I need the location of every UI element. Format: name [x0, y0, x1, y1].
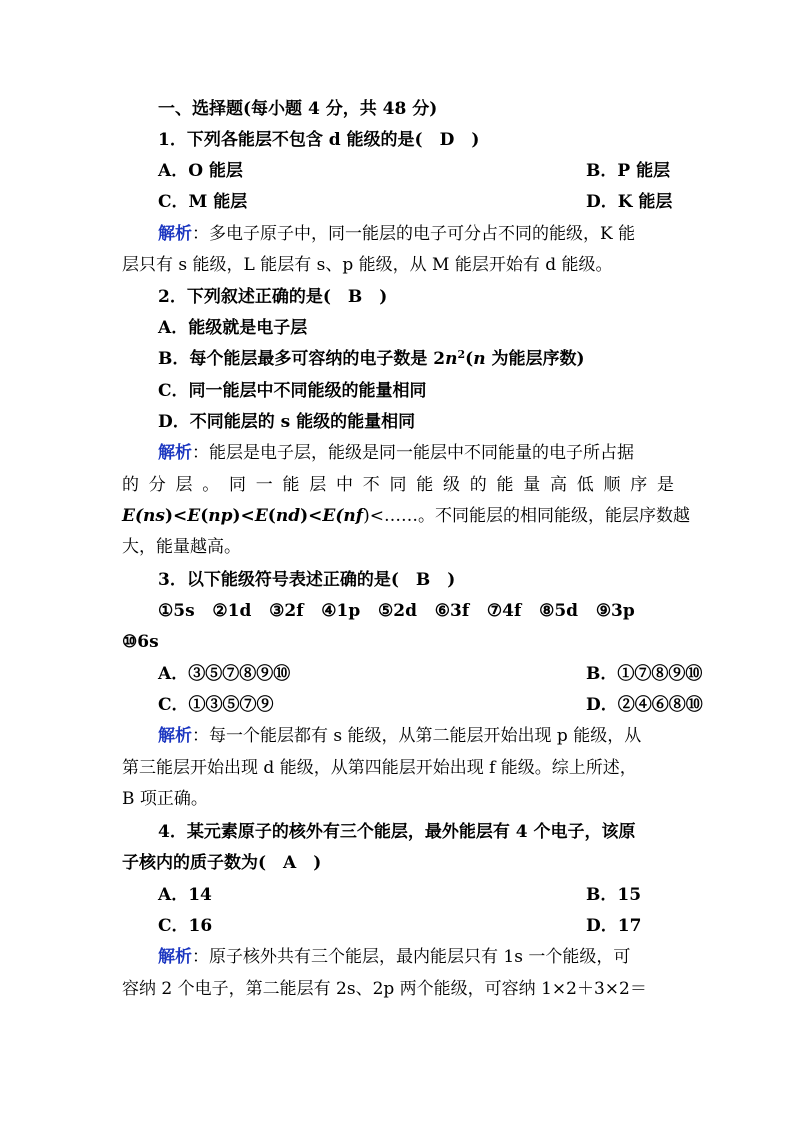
q4-analysis-line2: 容纳 2 个电子，第二能层有 2s、2p 两个能级，可容纳 1×2＋3×2＝ — [122, 979, 647, 999]
q2-analysis-line4: 大，能量越高。 — [122, 537, 241, 557]
q3-items-wrap: ⑩6s — [122, 632, 159, 652]
q4-options-row2 — [158, 911, 674, 942]
q3-options-row1 — [158, 659, 703, 690]
q3-stem: 3．以下能级符号表述正确的是( B ) — [158, 570, 456, 590]
q2-option-c: C．同一能层中不同能级的能量相同 — [158, 381, 427, 401]
energy-formula: E(ns)<E(np)<E(nd)<E(nf — [122, 506, 364, 526]
q3-option-d: D．②④⑥⑧⑩ — [586, 695, 703, 715]
q4-option-b: B．15 — [586, 885, 642, 905]
analysis-label: 解析 — [158, 443, 192, 463]
q3-analysis-line2: 第三能层开始出现 d 能级，从第四能层开始出现 f 能级。综上所述， — [122, 758, 637, 778]
q2-option-d: D．不同能层的 s 能级的能量相同 — [158, 412, 416, 432]
q3-option-a: A．③⑤⑦⑧⑨⑩ — [158, 664, 291, 684]
q4-analysis-line1: 解析：原子核外共有三个能层，最内能层只有 1s 一个能级，可 — [158, 947, 631, 967]
q1-option-a: A．O 能层 — [158, 161, 243, 181]
q4-stem-line1: 4．某元素原子的核外有三个能层，最外能层有 4 个电子，该原 — [158, 822, 636, 842]
q3-option-b: B．①⑦⑧⑨⑩ — [586, 664, 703, 684]
q2-option-a: A．能级就是电子层 — [158, 318, 308, 338]
q1-option-c: C．M 能层 — [158, 192, 248, 212]
q1-options-row2 — [158, 187, 674, 218]
q1-options-row1 — [158, 156, 674, 187]
q2-stem: 2．下列叙述正确的是( B ) — [158, 287, 388, 307]
q3-items-row: ①5s ②1d ③2f ④1p ⑤2d ⑥3f ⑦4f ⑧5d ⑨3p — [158, 601, 635, 621]
q4-option-c: C．16 — [158, 916, 213, 936]
q2-analysis-line3: E(ns)<E(np)<E(nd)<E(nf)<……。不同能层的相同能级，能层序数越 — [122, 506, 690, 526]
q1-stem: 1．下列各能层不包含 d 能级的是( D ) — [158, 130, 480, 150]
analysis-label: 解析 — [158, 947, 192, 967]
q3-analysis-line3: B 项正确。 — [122, 789, 208, 809]
q1-option-b: B．P 能层 — [586, 161, 671, 181]
q1-analysis-line1: 解析：多电子原子中，同一能层的电子可分占不同的能级，K 能 — [158, 224, 636, 244]
q4-option-d: D．17 — [586, 916, 642, 936]
section-title: 一、选择题(每小题 4 分，共 48 分) — [158, 99, 438, 119]
analysis-label: 解析 — [158, 726, 192, 746]
q4-stem-line2: 子核内的质子数为( A ) — [122, 853, 322, 873]
q1-option-d: D．K 能层 — [586, 192, 673, 212]
q3-analysis-line1: 解析：每一个能层都有 s 能级，从第二能层开始出现 p 能级，从 — [158, 726, 642, 746]
q3-option-c: C．①③⑤⑦⑨ — [158, 695, 274, 715]
q4-option-a: A．14 — [158, 885, 212, 905]
q2-analysis-line2: 的分层。同一能层中不同能级的能量高低顺序是 — [122, 475, 674, 495]
q2-option-b: B．每个能层最多可容纳的电子数是 $2n^2(n$ 为能层序数) — [158, 348, 585, 369]
q3-options-row2 — [158, 690, 703, 721]
analysis-label: 解析 — [158, 224, 192, 244]
q1-analysis-line2: 层只有 s 能级，L 能层有 s、p 能级，从 M 能层开始有 d 能级。 — [122, 255, 613, 275]
q2-analysis-line1: 解析：能层是电子层，能级是同一能层中不同能量的电子所占据 — [158, 443, 634, 463]
q4-options-row1 — [158, 880, 674, 911]
